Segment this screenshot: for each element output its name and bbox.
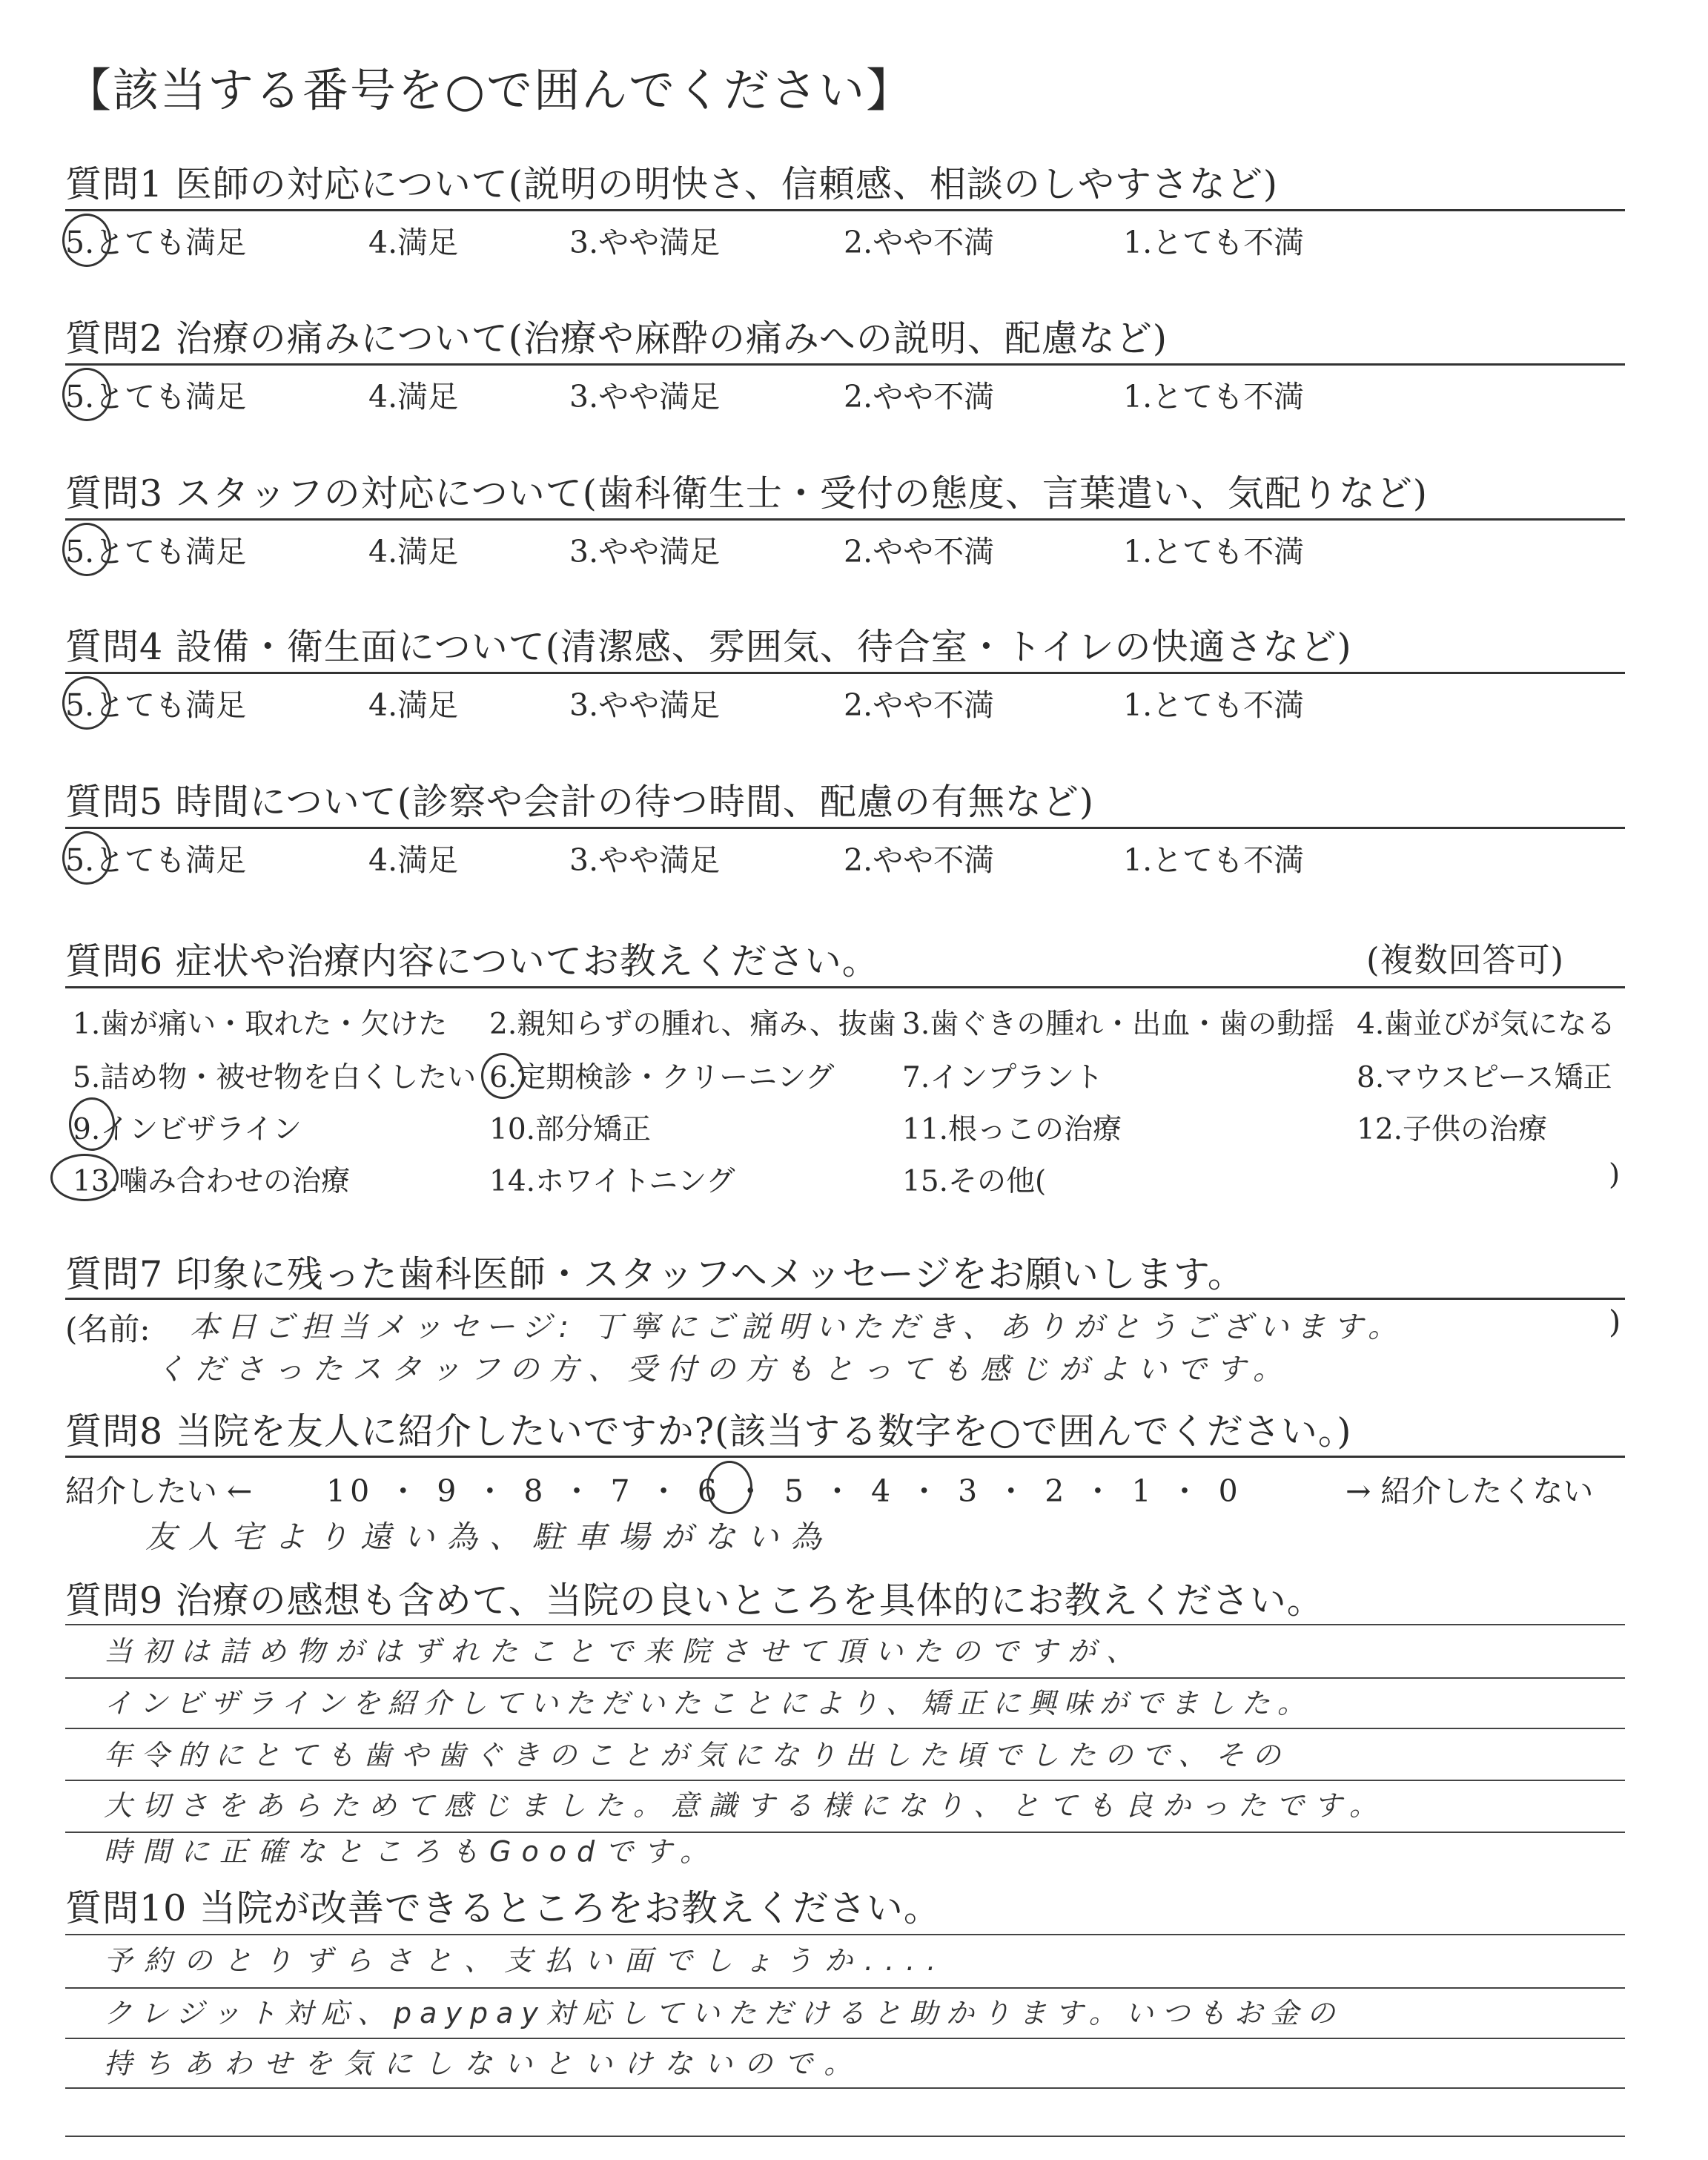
- q3-option-2[interactable]: 2.やや不満: [844, 534, 995, 569]
- q9-rule-3: [65, 1780, 1625, 1781]
- q9-label: 質問9 治療の感想も含めて、当院の良いところを具体的にお教えください。: [65, 1579, 1324, 1622]
- q3-option-4[interactable]: 4.満足: [368, 534, 459, 569]
- q9-handwritten-5: 時間に正確なところもGoodです。: [104, 1835, 719, 1868]
- q10-rule-1: [65, 1987, 1625, 1989]
- q6-option-11[interactable]: 11.根っこの治療: [902, 1113, 1122, 1146]
- q2-option-4[interactable]: 4.満足: [368, 379, 459, 415]
- q6-option-5[interactable]: 5.詰め物・被せ物を白くしたい: [73, 1061, 477, 1094]
- q2-option-3[interactable]: 3.やや満足: [569, 379, 721, 415]
- q6-other-close-paren: ): [1609, 1158, 1621, 1192]
- q10-handwritten-3: 持ちあわせを気にしないといけないので。: [104, 2047, 864, 2080]
- q2-selected-circle: [62, 368, 111, 421]
- q4-label: 質問4 設備・衛生面について(清潔感、雰囲気、待合室・トイレの快適さなど): [65, 626, 1352, 668]
- q6-label: 質問6 症状や治療内容についてお教えください。: [65, 940, 879, 982]
- q6-option-14[interactable]: 14.ホワイトニング: [489, 1165, 735, 1198]
- q6-option-13[interactable]: 13.噛み合わせの治療: [73, 1165, 351, 1198]
- q6-option-7[interactable]: 7.インプラント: [902, 1061, 1104, 1094]
- q8-scale: 10 ・ 9 ・ 8 ・ 7 ・ 6 ・ 5 ・ 4 ・ 3 ・ 2 ・ 1 ・ 0: [326, 1473, 1242, 1509]
- q6-note: (複数回答可): [1366, 940, 1565, 980]
- q1-rule: [65, 209, 1625, 211]
- q9-handwritten-1: 当初は詰め物がはずれたことで来院させて頂いたのですが、: [104, 1635, 1145, 1668]
- form-title: 【該当する番号を○で囲んでください】: [65, 63, 914, 117]
- q6-option-1[interactable]: 1.歯が痛い・取れた・欠けた: [73, 1008, 448, 1041]
- q5-option-2[interactable]: 2.やや不満: [844, 842, 995, 878]
- q2-label: 質問2 治療の痛みについて(治療や麻酔の痛みへの説明、配慮など): [65, 317, 1168, 360]
- q2-option-2[interactable]: 2.やや不満: [844, 379, 995, 415]
- q6-circle-9: [69, 1097, 115, 1151]
- q6-circle-13: [50, 1154, 119, 1201]
- q5-option-4[interactable]: 4.満足: [368, 842, 459, 878]
- q1-label: 質問1 医師の対応について(説明の明快さ、信頼感、相談のしやすさなど): [65, 163, 1279, 205]
- q2-rule: [65, 363, 1625, 366]
- q1-selected-circle: [62, 214, 111, 267]
- q9-rule-1: [65, 1677, 1625, 1679]
- q8-handwritten: 友人宅より遠い為、駐車場がない為: [145, 1519, 834, 1555]
- q5-option-3[interactable]: 3.やや満足: [569, 842, 721, 878]
- q3-label: 質問3 スタッフの対応について(歯科衛生士・受付の態度、言葉遣い、気配りなど): [65, 472, 1429, 515]
- q8-rule: [65, 1456, 1625, 1458]
- q10-label: 質問10 当院が改善できるところをお教えください。: [65, 1887, 941, 1929]
- q6-option-8[interactable]: 8.マウスピース矯正: [1357, 1061, 1612, 1094]
- q4-option-1[interactable]: 1.とても不満: [1123, 687, 1305, 723]
- q6-rule: [65, 986, 1625, 988]
- q3-option-3[interactable]: 3.やや満足: [569, 534, 721, 569]
- q9-rule-2: [65, 1728, 1625, 1729]
- q8-right-label: → 紹介したくない: [1345, 1473, 1594, 1509]
- q5-option-1[interactable]: 1.とても不満: [1123, 842, 1305, 878]
- q6-option-10[interactable]: 10.部分矯正: [489, 1113, 652, 1146]
- q9-handwritten-2: インビザラインを紹介していただいたことにより、矯正に興味がでました。: [104, 1687, 1313, 1720]
- q9-handwritten-3: 年令的にとても歯や歯ぐきのことが気になり出した頃でしたので、その: [104, 1739, 1290, 1771]
- q1-option-5[interactable]: 5.とても満足: [65, 225, 247, 260]
- q4-option-2[interactable]: 2.やや不満: [844, 687, 995, 723]
- q6-option-15[interactable]: 15.その他(: [902, 1165, 1047, 1198]
- q6-option-2[interactable]: 2.親知らずの腫れ、痛み、抜歯: [489, 1008, 896, 1041]
- q4-selected-circle: [62, 676, 111, 730]
- q7-rule: [65, 1298, 1625, 1300]
- q4-option-4[interactable]: 4.満足: [368, 687, 459, 723]
- q4-option-3[interactable]: 3.やや満足: [569, 687, 721, 723]
- q3-option-1[interactable]: 1.とても不満: [1123, 534, 1305, 569]
- q7-label: 質問7 印象に残った歯科医師・スタッフへメッセージをお願いします。: [65, 1253, 1245, 1295]
- q10-rule-0: [65, 1934, 1625, 1935]
- q6-option-3[interactable]: 3.歯ぐきの腫れ・出血・歯の動揺: [902, 1008, 1335, 1041]
- q2-option-5[interactable]: 5.とても満足: [65, 379, 247, 415]
- q2-option-1[interactable]: 1.とても不満: [1123, 379, 1305, 415]
- q7-close-paren: ): [1609, 1304, 1621, 1340]
- q4-rule: [65, 672, 1625, 674]
- q6-option-6[interactable]: 6.定期検診・クリーニング: [489, 1061, 835, 1094]
- q1-option-1[interactable]: 1.とても不満: [1123, 225, 1305, 260]
- q8-circle-6: [706, 1461, 752, 1514]
- q1-option-3[interactable]: 3.やや満足: [569, 225, 721, 260]
- q1-option-2[interactable]: 2.やや不満: [844, 225, 995, 260]
- q3-option-5[interactable]: 5.とても満足: [65, 534, 247, 569]
- q4-option-5[interactable]: 5.とても満足: [65, 687, 247, 723]
- q8-left-label: 紹介したい ←: [65, 1473, 253, 1509]
- q3-rule: [65, 518, 1625, 521]
- q5-rule: [65, 827, 1625, 829]
- q10-rule-3: [65, 2087, 1625, 2089]
- q6-option-12[interactable]: 12.子供の治療: [1357, 1113, 1548, 1146]
- q7-handwritten-1: 本日ご担当メッセージ: 丁寧にご説明いただき、ありがとうございます。: [190, 1310, 1405, 1344]
- q6-circle-6: [481, 1053, 524, 1099]
- q5-label: 質問5 時間について(診察や会計の待つ時間、配慮の有無など): [65, 781, 1095, 823]
- q6-option-4[interactable]: 4.歯並びが気になる: [1357, 1008, 1616, 1041]
- q6-option-9[interactable]: 9.インビザライン: [73, 1113, 302, 1146]
- q7-name-label: (名前:: [65, 1311, 150, 1347]
- q8-label: 質問8 当院を友人に紹介したいですか?(該当する数字を○で囲んでください。): [65, 1410, 1352, 1453]
- q9-rule-0: [65, 1624, 1625, 1625]
- q10-handwritten-2: クレジット対応、paypay対応していただけると助かります。いつもお金の: [104, 1997, 1343, 2029]
- q5-selected-circle: [62, 831, 111, 885]
- q9-handwritten-4: 大切さをあらためて感じました。意識する様になり、とても良かったです。: [104, 1789, 1387, 1822]
- q7-handwritten-2: くださったスタッフの方、受付の方もとっても感じがよいです。: [156, 1353, 1292, 1387]
- q10-rule-2: [65, 2038, 1625, 2039]
- q1-option-4[interactable]: 4.満足: [368, 225, 459, 260]
- q10-rule-4: [65, 2136, 1625, 2137]
- q3-selected-circle: [62, 523, 111, 576]
- q10-handwritten-1: 予約のとりずらさと、支払い面でしょうか....: [104, 1944, 948, 1977]
- q5-option-5[interactable]: 5.とても満足: [65, 842, 247, 878]
